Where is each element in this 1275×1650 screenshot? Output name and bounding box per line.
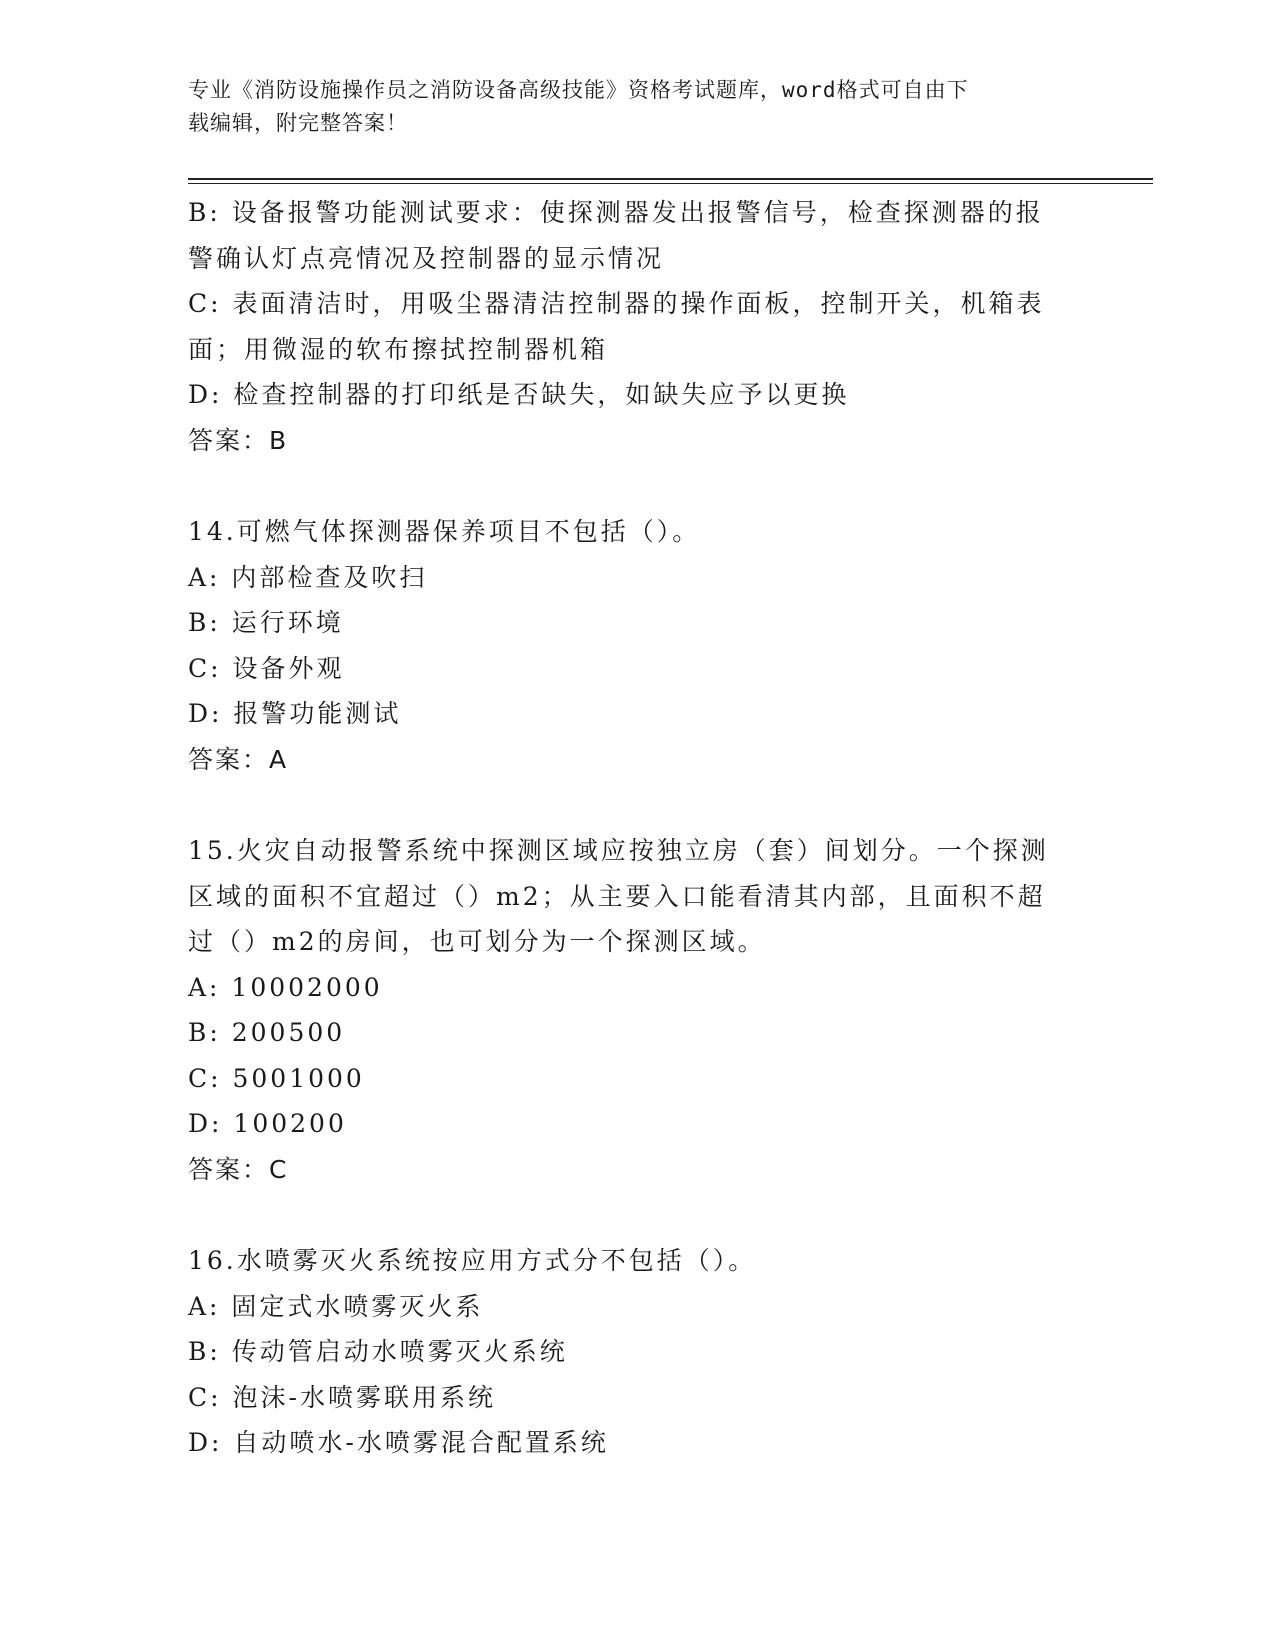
header-line-2: 载编辑，附完整答案！: [188, 111, 408, 135]
option-c-line-1: C: 表面清洁时，用吸尘器清洁控制器的操作面板，控制开关，机箱表: [188, 289, 1045, 318]
question-content: [188, 190, 1078, 1466]
option-d: D: 自动喷水-水喷雾混合配置系统: [188, 1428, 609, 1457]
option-b: B: 传动管启动水喷雾灭火系统: [188, 1337, 568, 1366]
option-b: B: 运行环境: [188, 608, 344, 637]
question-14: [188, 509, 1078, 782]
question-text-line-3: 过（）m2的房间，也可划分为一个探测区域。: [188, 927, 766, 956]
option-c-line-2: 面；用微湿的软布擦拭控制器机箱: [188, 334, 609, 364]
option-a: A: 10002000: [188, 972, 383, 1002]
option-b-line-1: B: 设备报警功能测试要求：使探测器发出报警信号，检查探测器的报: [188, 198, 1044, 227]
option-d: D: 报警功能测试: [188, 699, 402, 728]
header-line-1: 专业《消防设施操作员之消防设备高级技能》资格考试题库，word格式可自由下: [188, 78, 969, 102]
option-d: D: 检查控制器的打印纸是否缺失，如缺失应予以更换: [188, 380, 850, 409]
document-header: [188, 74, 1068, 140]
option-d: D: 100200: [188, 1109, 347, 1138]
answer: 答案：B: [188, 425, 289, 455]
question-13-continued: [188, 190, 1078, 463]
header-divider-thin: [188, 183, 1153, 184]
question-15: [188, 828, 1078, 1192]
option-a: A: 固定式水喷雾灭火系: [188, 1291, 484, 1321]
question-16: [188, 1238, 1078, 1466]
option-b-line-2: 警确认灯点亮情况及控制器的显示情况: [188, 243, 665, 273]
header-divider-thick: [188, 178, 1153, 180]
option-c: C: 泡沫-水喷雾联用系统: [188, 1382, 496, 1412]
question-text-line-1: 15.火灾自动报警系统中探测区域应按独立房（套）间划分。一个探测: [188, 836, 1049, 865]
option-c: C: 设备外观: [188, 653, 345, 683]
option-c: C: 5001000: [188, 1063, 365, 1093]
answer: 答案：C: [188, 1154, 289, 1184]
question-text: 14.可燃气体探测器保养项目不包括（）。: [188, 517, 701, 546]
answer: 答案：A: [188, 744, 289, 774]
question-text-line-2: 区域的面积不宜超过（）m2；从主要入口能看清其内部，且面积不超: [188, 881, 1046, 911]
option-a: A: 内部检查及吹扫: [188, 562, 428, 592]
option-b: B: 200500: [188, 1018, 346, 1047]
question-text: 16.水喷雾灭火系统按应用方式分不包括（）。: [188, 1246, 757, 1275]
